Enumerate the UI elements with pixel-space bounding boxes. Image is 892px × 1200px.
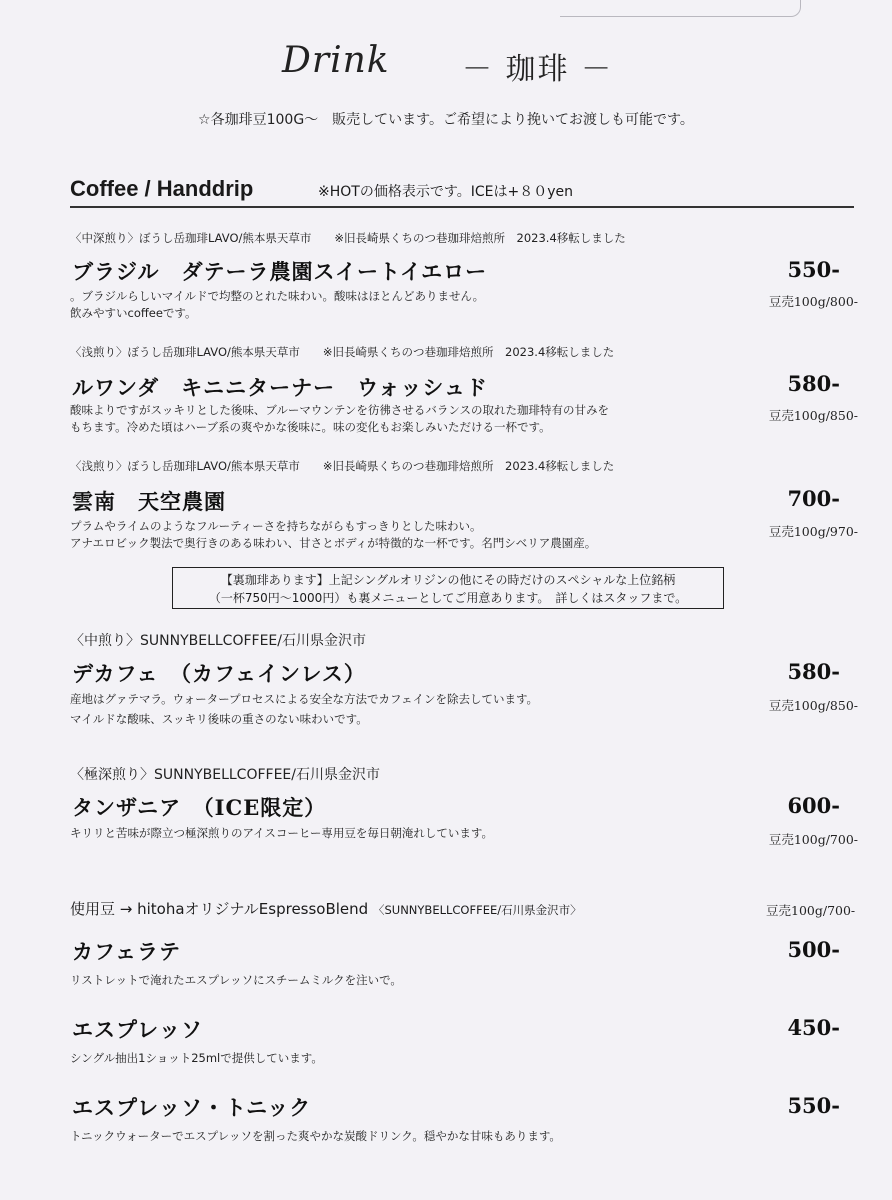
bean-sales-note: ☆各珈琲豆100G～ 販売しています。ご希望により挽いてお渡しも可能です。	[198, 112, 694, 128]
item-desc-line: もちます。冷めた頃はハーブ系の爽やかな後味に。味の変化もお楽しみいただける一杯です。	[70, 420, 551, 434]
item-origin: 〈浅煎り〉ぼうし岳珈琲LAVO/熊本県天草市 ※旧長崎県くちのつ巷珈琲焙煎所 2023.4移転しました	[70, 345, 615, 359]
section-price-note: ※HOTの価格表示です。ICEは+８０yen	[318, 184, 573, 200]
item-desc-line: 産地はグァテマラ。ウォータープロセスによる安全な方法でカフェインを除去しています。	[70, 692, 539, 706]
item-desc-line: 酸味よりですがスッキリとした後味、ブルーマウンテンを彷彿させるバランスの取れた珈琲特有の甘みを	[70, 403, 609, 417]
item-price: 600-	[787, 793, 840, 818]
secret-coffee-notice	[172, 567, 724, 609]
menu-item-tanzania	[70, 764, 870, 854]
drink-script-title: Drink	[282, 40, 390, 81]
menu-item-cafe-latte	[70, 936, 870, 996]
item-price: 580-	[787, 371, 840, 396]
section-title: Coffee / Handdrip	[70, 176, 254, 201]
item-price: 450-	[787, 1015, 840, 1040]
menu-item-espresso	[70, 1014, 870, 1074]
coffee-title: － 珈琲 －	[462, 52, 614, 87]
item-origin: 〈浅煎り〉ぼうし岳珈琲LAVO/熊本県天草市 ※旧長崎県くちのつ巷珈琲焙煎所 2023.4移転しました	[70, 459, 615, 473]
section-header	[70, 176, 854, 208]
item-bean-price: 豆売100g/970-	[768, 524, 858, 539]
item-bean-price: 豆売100g/700-	[768, 832, 858, 847]
item-bean-price: 豆売100g/850-	[768, 408, 858, 423]
item-name: ブラジル ダテーラ農園スイートイエロー	[72, 259, 488, 284]
item-origin: 〈中深煎り〉ぼうし岳珈琲LAVO/熊本県天草市 ※旧長崎県くちのつ巷珈琲焙煎所 2023.4移転しました	[70, 231, 626, 245]
notice-line: 【裏珈琲あります】上記シングルオリジンの他にその時だけのスペシャルな上位銘柄	[220, 573, 676, 587]
item-name: エスプレッソ・トニック	[72, 1095, 312, 1120]
espresso-bean-source: 〈SUNNYBELLCOFFEE/石川県金沢市〉	[372, 903, 582, 917]
menu-item-rwanda	[70, 344, 870, 444]
item-origin: 〈中煎り〉SUNNYBELLCOFFEE/石川県金沢市	[70, 633, 366, 649]
menu-item-brazil	[70, 230, 870, 330]
item-desc-line: 。ブラジルらしいマイルドで均整のとれた味わい。酸味はほとんどありません。	[70, 289, 485, 303]
paper-edge	[560, 0, 801, 17]
item-desc-line: リストレットで淹れたエスプレッソにスチームミルクを注いで。	[70, 973, 402, 987]
espresso-bean-line	[70, 898, 582, 919]
item-desc-line: プラムやライムのようなフルーティーさを持ちながらもすっきりとした味わい。	[70, 519, 482, 533]
item-origin: 〈極深煎り〉SUNNYBELLCOFFEE/石川県金沢市	[70, 767, 380, 783]
item-name: タンザニア （ICE限定）	[72, 795, 327, 820]
item-price: 580-	[787, 659, 840, 684]
item-desc-line: 飲みやすいcoffeeです。	[70, 306, 197, 320]
espresso-bean-label: 使用豆 → hitohaオリジナルEspressoBlend	[70, 900, 369, 918]
item-desc-line: シングル抽出1ショット25mlで提供しています。	[70, 1051, 323, 1065]
item-desc-line: トニックウォーターでエスプレッソを割った爽やかな炭酸ドリンク。穏やかな甘味もあります。	[70, 1129, 561, 1143]
menu-title	[0, 40, 892, 90]
item-name: ルワンダ キニニターナー ウォッシュド	[72, 375, 488, 400]
item-bean-price: 豆売100g/800-	[768, 294, 858, 309]
item-price: 550-	[787, 1093, 840, 1118]
item-name: エスプレッソ	[72, 1017, 203, 1042]
item-price: 700-	[787, 486, 840, 511]
notice-line: （一杯750円～1000円）も裏メニューとしてご用意あります。 詳しくはスタッフまで。	[208, 591, 688, 605]
menu-item-espresso-tonic	[70, 1092, 870, 1152]
espresso-bean-price: 豆売100g/700-	[766, 903, 856, 918]
item-name: カフェラテ	[72, 939, 181, 964]
item-price: 550-	[787, 257, 840, 282]
item-desc-line: アナエロビック製法で奥行きのある味わい、甘さとボディが特徴的な一杯です。名門シベリア農園産。	[70, 536, 597, 550]
item-name: デカフェ （カフェインレス）	[72, 661, 366, 686]
item-name: 雲南 天空農園	[72, 489, 226, 514]
item-desc-line: マイルドな酸味、スッキリ後味の重さのない味わいです。	[70, 712, 368, 726]
menu-item-decaf	[70, 630, 870, 730]
menu-item-yunnan	[70, 458, 870, 558]
item-bean-price: 豆売100g/850-	[768, 698, 858, 713]
item-desc-line: キリリと苦味が際立つ極深煎りのアイスコーヒー専用豆を毎日朝淹れしています。	[70, 826, 493, 840]
item-price: 500-	[787, 937, 840, 962]
